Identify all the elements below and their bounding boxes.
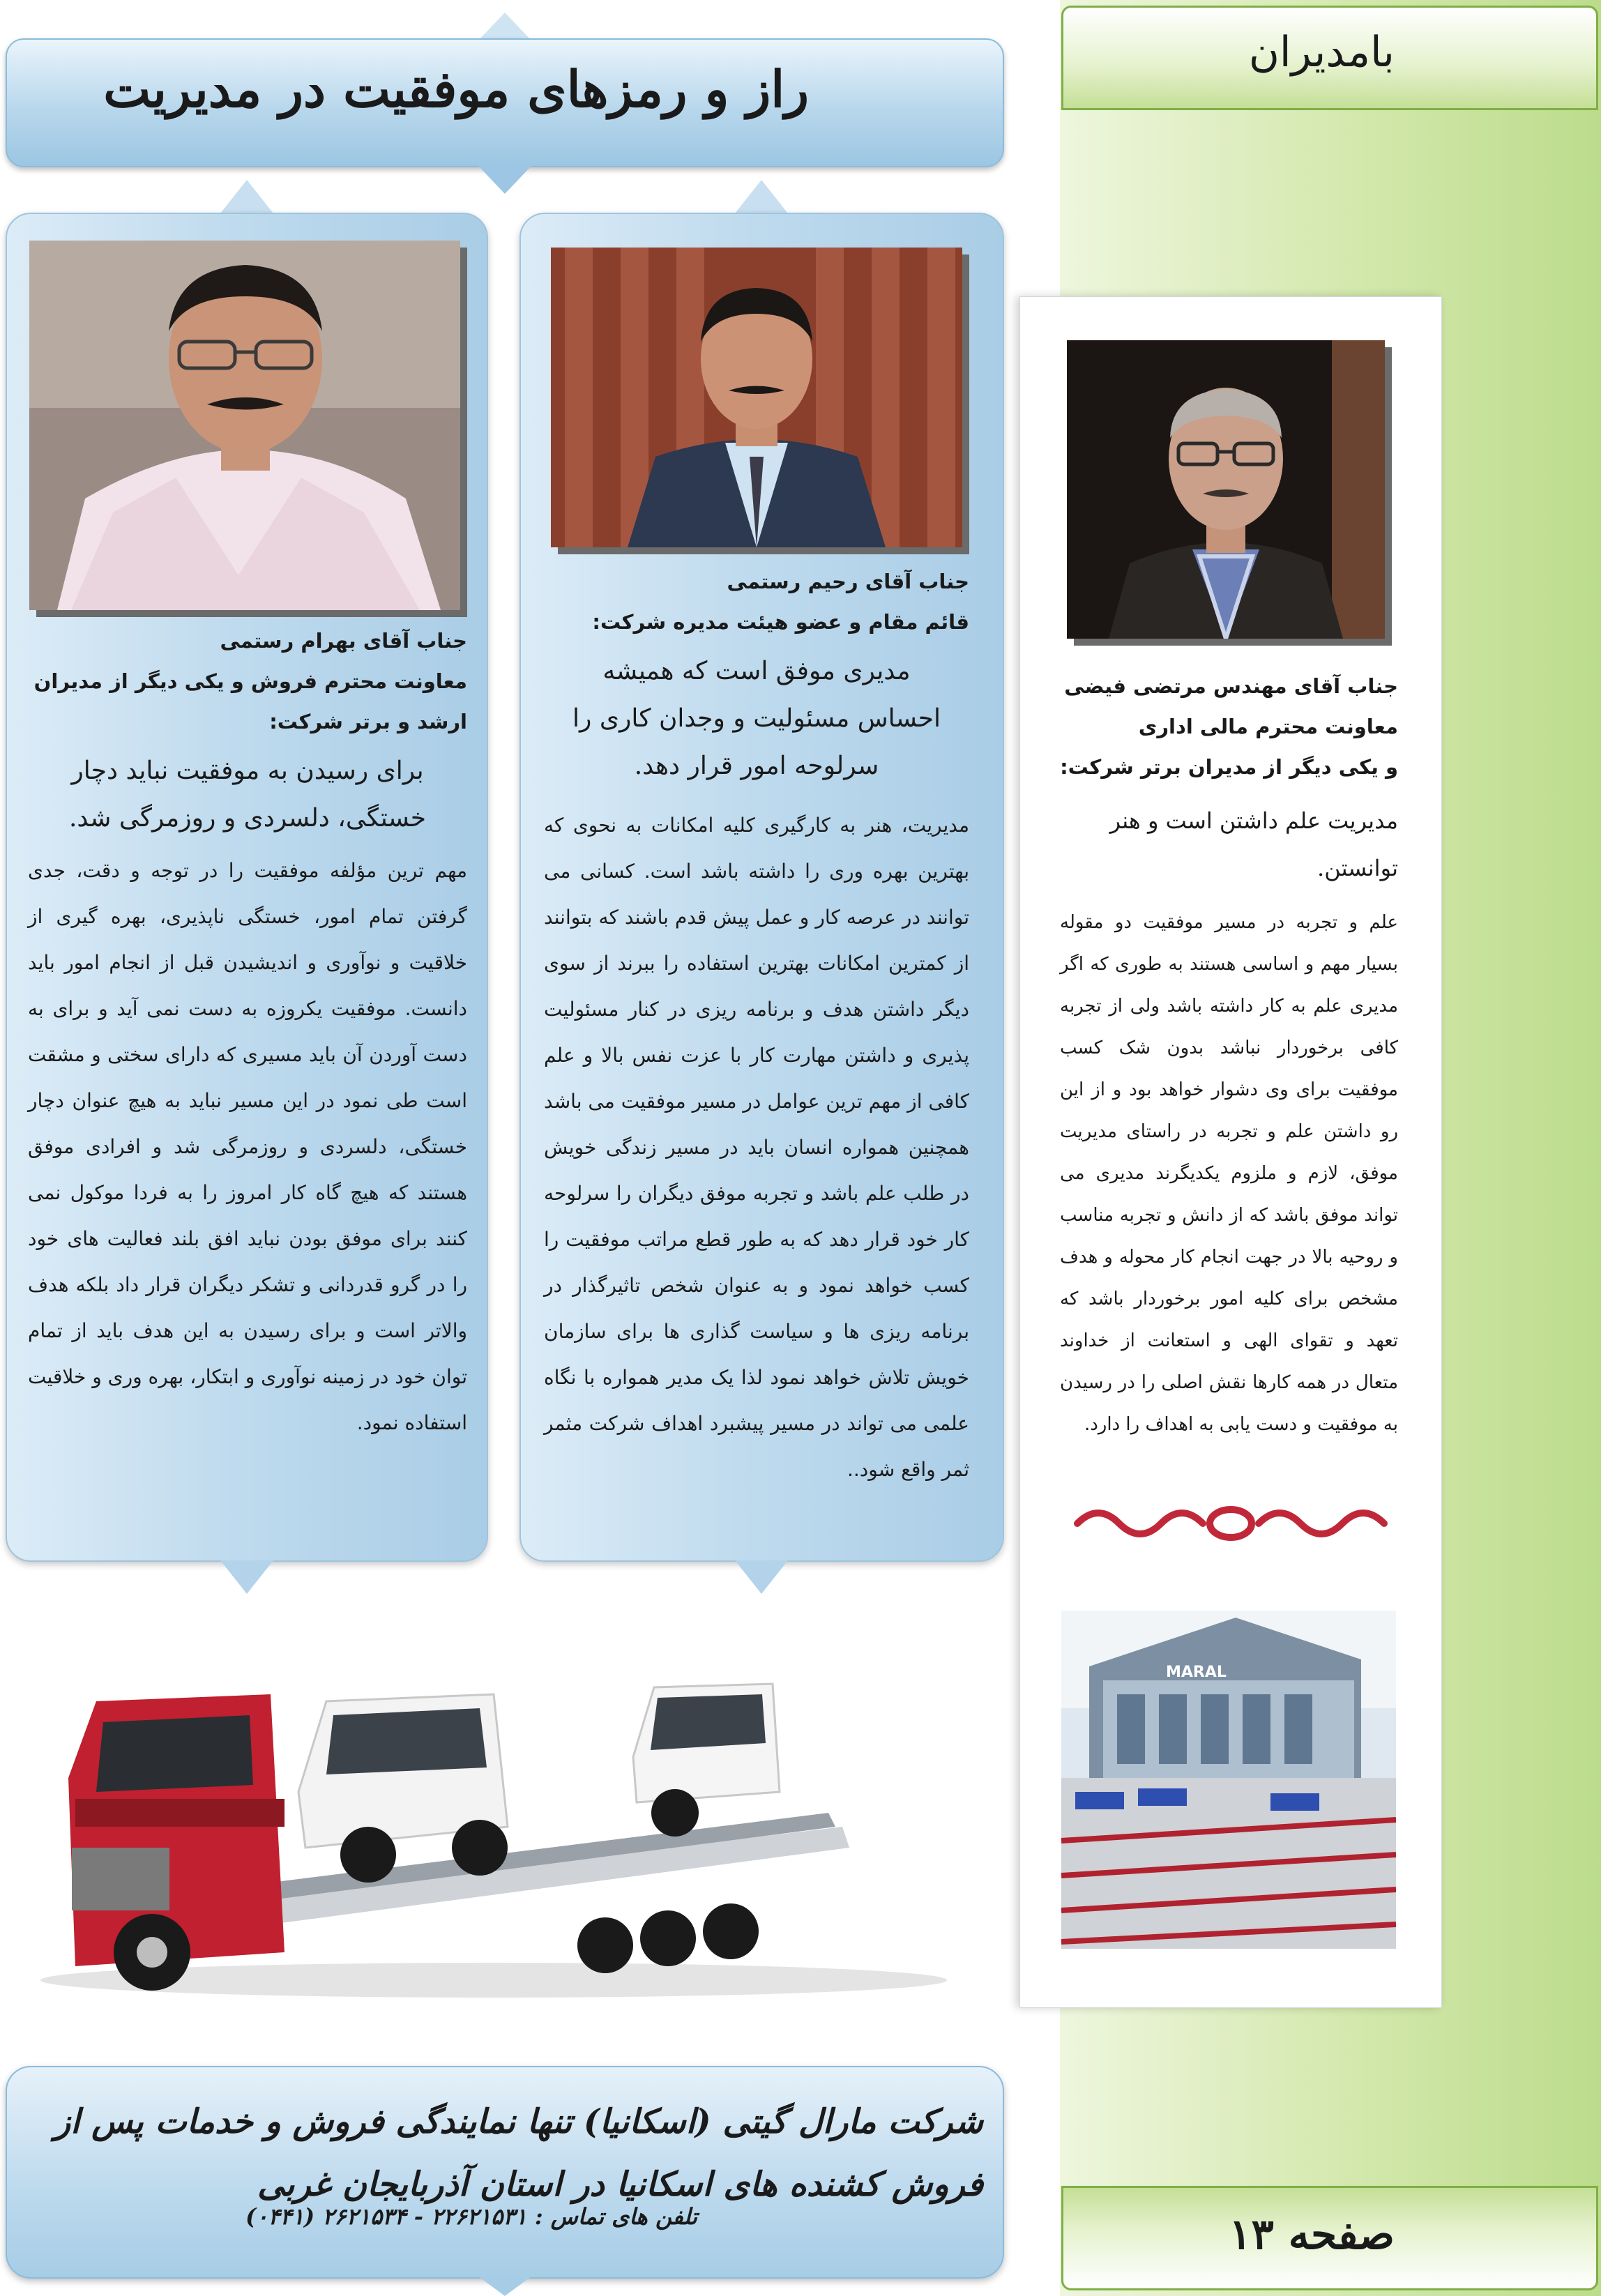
footer-notch bbox=[478, 2276, 531, 2296]
truck-transporter-image bbox=[6, 1618, 1004, 2008]
section-label: بامدیران bbox=[1248, 28, 1395, 77]
column-notch bbox=[735, 1560, 788, 1594]
article-rahim bbox=[544, 561, 969, 1493]
person-role: معاونت محترم فروش و یکی دیگر از مدیران bbox=[33, 669, 467, 693]
banner-notch bbox=[478, 13, 531, 40]
column-notch bbox=[220, 180, 273, 213]
quote: مدیری موفق است که همیشه احساس مسئولیت و وجدان کاری را سرلوحه امور قرار دهد. bbox=[572, 657, 941, 780]
footer-company-line: شرکت مارال گیتی (اسکانیا) تنها نمایندگی فروش و خدمات پس از فروش کشنده های اسکانیا در استان آذربایجان غربی bbox=[54, 2102, 983, 2204]
person-name: جناب آقای بهرام رستمی bbox=[220, 629, 467, 653]
article-bahram bbox=[28, 621, 467, 1446]
ornament-divider bbox=[1070, 1499, 1391, 1548]
person-name: جناب آقای مهندس مرتضی فیضی bbox=[1064, 674, 1398, 698]
portrait-photo-rahim bbox=[551, 248, 962, 547]
article-morteza bbox=[1060, 666, 1398, 1445]
person-role: معاونت محترم مالی اداری bbox=[1138, 715, 1398, 738]
quote: مدیریت علم داشتن است و هنر توانستن. bbox=[1109, 807, 1398, 881]
article-body: مدیریت، هنر به کارگیری کلیه امکانات به نحوی که بهترین بهره وری را داشته باشد است. کسانی می توانند در عرصه کار و عمل پیش قدم باشند که بتوانند از کمترین امکانات بهترین استفاده را ببرند از سوی دیگر داشتن هدف و برنامه ریزی در کنار مسئولیت پذیری و داشتن مهارت کار با عزت نفس بالا و علم کافی از مهم ترین عوامل در مسیر موفقیت می باشد همچنین همواره انسان باید در مسیر زندگی خویش در طلب علم باشد و تجربه موفق دیگران را سرلوحه کار خود قرار دهد که به طور قطع مراتب موفقیت را کسب خواهد نمود و به عنوان شخص تاثیرگذار در برنامه ریزی ها و سیاست گذاری ها برای سازمان خویش تلاش خواهد نمود لذا یک مدیر همواره با نگاه علمی می تواند در مسیر پیشبرد اهداف شرکت مثمر ثمر واقع شود.. bbox=[544, 814, 969, 1481]
person-role: و یکی دیگر از مدیران برتر شرکت: bbox=[1060, 755, 1398, 779]
page-number: صفحه ۱۳ bbox=[1229, 2210, 1395, 2259]
article-body: علم و تجربه در مسیر موفقیت دو مقوله بسیار مهم و اساسی هستند به طوری که اگر مدیری علم به کار داشته باشد ولی از تجربه کافی برخوردار نباشد بدون شک کسب موفقیت برای وی دشوار خواهد بود و از این رو داشتن علم و تجربه در راستای مدیریت موفق، لازم و ملزوم یکدیگرند مدیری می تواند موفق باشد که از دانش و تجربه مناسب و روحیه بالا در جهت انجام کار محوله و هدف مشخص برای کلیه امور برخوردار باشد که تعهد و تقوای الهی و استعانت از خداوند متعال در همه کارها نقش اصلی را در رسیدن به موفقیت و دست یابی به اهداف را دارد. bbox=[1060, 912, 1398, 1435]
company-building-photo bbox=[1061, 1611, 1396, 1949]
column-notch bbox=[220, 1560, 273, 1594]
footer-phones: تلفن های تماس : ۲۲۶۲۱۵۳۱ - ۲۶۲۱۵۳۴ (۰۴۴۱) bbox=[245, 2203, 697, 2230]
quote: برای رسیدن به موفقیت نباید دچار خستگی، دلسردی و روزمرگی شد. bbox=[68, 757, 427, 833]
portrait-photo-bahram bbox=[29, 241, 460, 610]
column-notch bbox=[735, 180, 788, 213]
person-role: قائم مقام و عضو هیئت مدیره شرکت: bbox=[592, 610, 969, 634]
building-sign: MARAL bbox=[1166, 1664, 1227, 1681]
portrait-photo-morteza bbox=[1067, 340, 1385, 639]
article-body: مهم ترین مؤلفه موفقیت را در توجه و دقت، جدی گرفتن تمام امور، خستگی ناپذیری، بهره گیری از خلاقیت و نوآوری و اندیشیدن قبل از انجام امور باید دانست. موفقیت یکروزه به دست نمی آید و برای به دست آوردن آن باید مسیری که دارای سختی و مشقت است طی نمود در این مسیر نباید به هیچ عنوان دچار خستگی، دلسردی و روزمرگی شد و افرادی موفق هستند که هیچ گاه کار امروز را به فردا موکول نمی کنند برای موفق بودن نباید افق بلند فعالیت های خود را در گرو قدردانی و تشکر دیگران قرار داد بلکه هدف والاتر است و برای رسیدن به این هدف باید از تمام توان خود در زمینه نوآوری و ابتکار، بهره وری و خلاقیت استفاده نمود. bbox=[28, 859, 467, 1434]
banner-notch bbox=[478, 166, 531, 194]
page-title: راز و رمزهای موفقیت در مدیریت bbox=[103, 59, 809, 119]
person-name: جناب آقای رحیم رستمی bbox=[727, 570, 969, 593]
person-role: ارشد و برتر شرکت: bbox=[269, 710, 467, 733]
